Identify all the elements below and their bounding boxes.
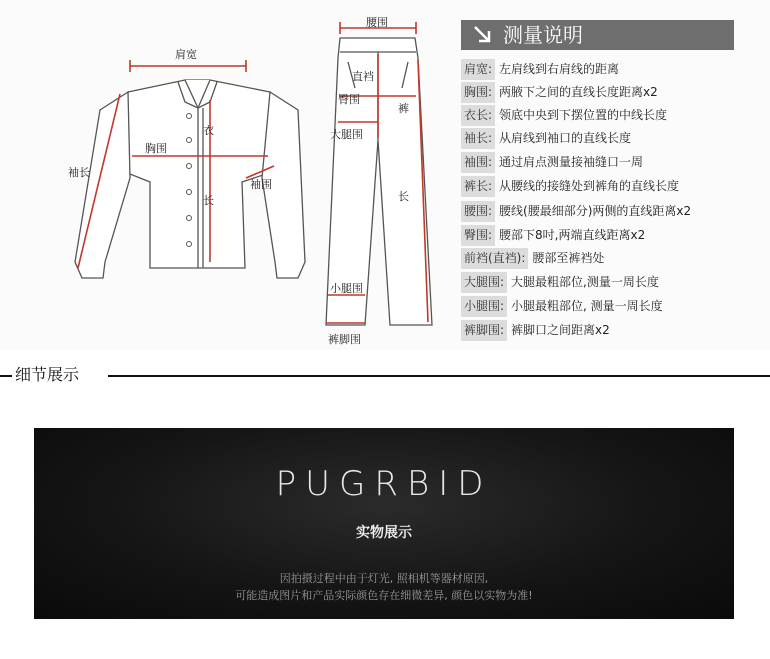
measure-row [461,201,691,222]
label-sleeve-length: 袖长 [68,166,90,179]
measure-term: 裤长: [461,176,495,197]
measurement-guide-header [461,20,734,50]
label-hem: 裤脚围 [328,333,361,346]
divider-line-right [108,375,770,377]
measure-row [461,152,643,173]
measure-term: 臀围: [461,225,495,246]
label-hip: 臀围 [338,93,360,106]
measure-term: 小腿围: [461,296,507,317]
label-rise: 直裆 [352,70,374,83]
measure-desc: 通过肩点测量接袖缝口一周 [499,155,644,169]
measure-term: 腰围: [461,201,495,222]
measure-row [461,128,631,149]
measure-term: 袖围: [461,152,495,173]
measure-desc: 腰线(腰最细部分)两侧的直线距离x2 [499,204,692,218]
measure-desc: 左肩线到右肩线的距离 [499,62,620,76]
label-cuff: 袖围 [250,178,272,191]
measure-desc: 腰部至裤裆处 [532,251,605,265]
label-length-part1: 衣 [203,124,214,137]
measure-desc: 从腰线的接缝处到裤角的直线长度 [499,179,680,193]
measure-row [461,248,604,269]
label-calf: 小腿围 [330,282,363,295]
measure-row [461,176,679,197]
divider-line-left [0,375,12,377]
label-shoulder-width: 肩宽 [175,48,197,61]
label-outseam-part2: 长 [398,190,409,203]
panel-subtitle: 实物展示 [356,525,412,541]
section-title: 细节展示 [12,365,82,385]
label-waist: 腰围 [366,16,388,29]
brand-logo-text: PUGRBID [275,464,493,504]
arrow-down-right-icon [471,23,495,47]
measure-desc: 两腋下之间的直线长度距离x2 [499,85,658,99]
label-chest: 胸围 [145,142,167,155]
measurement-guide-title: 测量说明 [503,23,583,47]
section-divider [0,365,770,385]
color-notice-line-2: 可能造成图片和产品实际颜色存在细微差异, 颜色以实物为准! [235,589,533,602]
brand-panel [34,428,734,619]
measure-term: 衣长: [461,105,495,126]
color-notice-line-1: 因拍摄过程中由于灯光, 照相机等器材原因, [279,572,489,585]
measure-row [461,105,667,126]
label-length-part2: 长 [203,194,214,207]
measure-row [461,59,619,80]
measure-desc: 领底中央到下摆位置的中线长度 [499,108,668,122]
measure-row [461,225,645,246]
measure-desc: 裤脚口之间距离x2 [511,323,610,337]
measure-term: 肩宽: [461,59,495,80]
measure-row [461,82,658,103]
measure-desc: 腰部下8吋,两端直线距离x2 [499,228,646,242]
measure-row [461,320,610,341]
measure-desc: 大腿最粗部位,测量一周长度 [511,275,659,289]
measure-desc: 小腿最粗部位, 测量一周长度 [511,299,663,313]
measure-desc: 从肩线到袖口的直线长度 [499,131,632,145]
label-thigh: 大腿围 [330,128,363,141]
measure-row [461,296,663,317]
label-outseam-part1: 裤 [398,102,409,115]
measure-term: 大腿围: [461,272,507,293]
measure-row [461,272,659,293]
measure-term: 胸围: [461,82,495,103]
measure-term: 前裆(直裆): [461,248,528,269]
measure-term: 袖长: [461,128,495,149]
measure-term: 裤脚围: [461,320,507,341]
